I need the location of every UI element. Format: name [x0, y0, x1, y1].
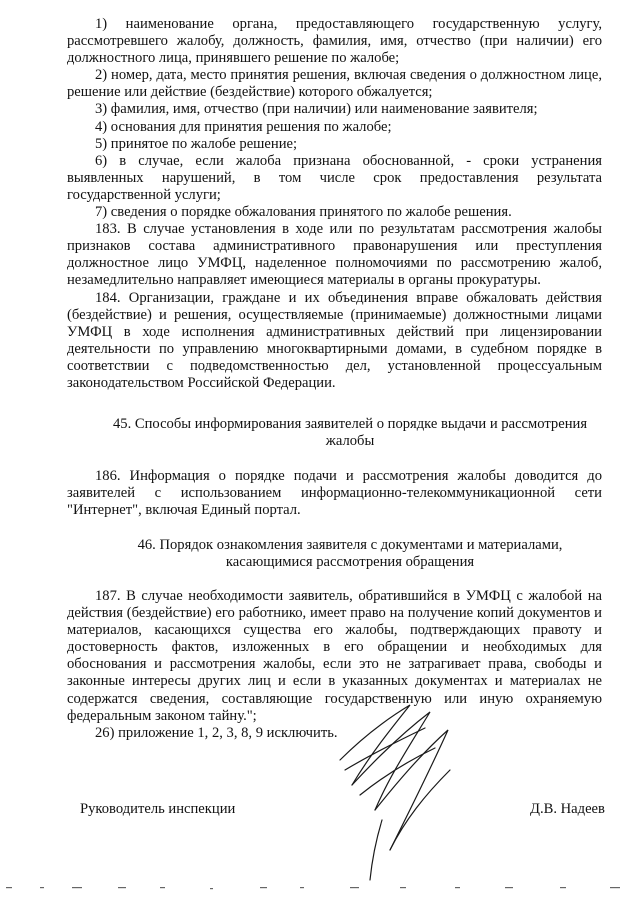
item-2: 2) номер, дата, место принятия решения, включая сведения о должностном лице, решение или действие (бездействие) которого обжалуется; [67, 67, 602, 101]
paragraph-26: 26) приложение 1, 2, 3, 8, 9 исключить. [95, 724, 338, 741]
signatory-position: Руководитель инспекции [80, 801, 236, 817]
section-45-heading-wrap [100, 416, 600, 450]
paragraph-186-wrap [67, 468, 602, 519]
section-45-heading: 45. Способы информирования заявителей о порядке выдачи и рассмотрения жалобы [112, 416, 588, 450]
section-46-heading: 46. Порядок ознакомления заявителя с документами и материалами, касающимися рассмотрения обращения [137, 537, 563, 571]
paragraph-184: 184. Организации, граждане и их объединения вправе обжаловать действия (бездействие) и решения, осуществляемые (принимаемые) должностными лицами УМФЦ в ходе исполнения административных действий при лицензировании деятельности по управлению многоквартирными домами, в судебном порядке в соответствии с подведомственностью дел, установленной процессуальным законодательством Российской Федерации. [67, 289, 602, 391]
item-1: 1) наименование органа, предоставляющего государственную услугу, рассмотревшего жалобу, должность, фамилия, имя, отчество (при наличии) его должностного лица, принявшего решение по жалобе; [67, 16, 602, 67]
paragraph-183: 183. В случае установления в ходе или по результатам рассмотрения жалобы признаков состава административного правонарушения или преступления должностное лицо УМФЦ, наделенное полномочиями по рассмотрению жалоб, незамедлительно направляет имеющиеся материалы в органы прокуратуры. [67, 221, 602, 289]
scan-edge-marks [0, 884, 640, 892]
paragraph-186: 186. Информация о порядке подачи и рассмотрения жалобы доводится до заявителей с использованием информационно-телекоммуникационной сети "Интернет", включая Единый портал. [67, 468, 602, 519]
item-6: 6) в случае, если жалоба признана обоснованной, - сроки устранения выявленных нарушений, в том числе срок предоставления результата государственной услуги; [67, 152, 602, 203]
signatory-name: Д.В. Надеев [530, 801, 605, 817]
list-section [67, 16, 602, 392]
item-5: 5) принятое по жалобе решение; [95, 135, 298, 152]
item-7: 7) сведения о порядке обжалования принятого по жалобе решения. [95, 204, 512, 221]
paragraph-187: 187. В случае необходимости заявитель, обратившийся в УМФЦ с жалобой на действия (бездействие) его работнико, имеет право на получение копий документов и материалов, касающихся существа его жалобы, подтверждающих правоту и достоверность фактов, изложенных в его обращении и необходимых для обоснования и рассмотрения жалобы, если это не затрагивает права, свободы и законные интересы других лиц и если в указанных документах и материалах не содержатся сведения, составляющие государственную или иную охраняемую федеральным законом тайну."; [67, 588, 602, 724]
handwritten-signature [330, 700, 480, 885]
section-46-heading-wrap [110, 537, 590, 571]
item-4: 4) основания для принятия решения по жалобе; [95, 118, 392, 135]
item-3: 3) фамилия, имя, отчество (при наличии) или наименование заявителя; [95, 101, 538, 118]
